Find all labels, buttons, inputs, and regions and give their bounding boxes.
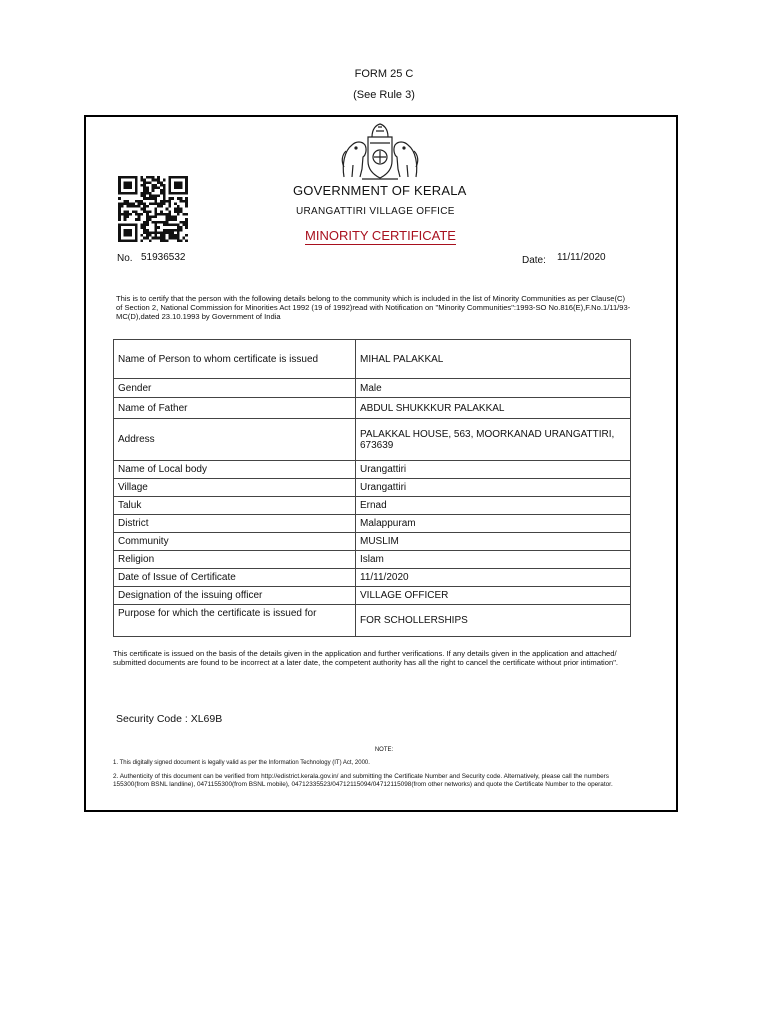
- qr-code-icon: [118, 176, 188, 242]
- detail-label: Name of Father: [114, 398, 356, 419]
- table-row: [114, 587, 631, 605]
- detail-value: VILLAGE OFFICER: [356, 587, 631, 605]
- note-1: 1. This digitally signed document is legally valid as per the Information Technology (IT) Act, 2000.: [113, 760, 370, 766]
- table-row: [114, 533, 631, 551]
- detail-value: MUSLIM: [356, 533, 631, 551]
- date-label: Date:: [522, 255, 546, 266]
- detail-label: Address: [114, 419, 356, 461]
- detail-label: Community: [114, 533, 356, 551]
- certificate-number: 51936532: [141, 252, 186, 263]
- detail-value: ABDUL SHUKKKUR PALAKKAL: [356, 398, 631, 419]
- detail-label: Religion: [114, 551, 356, 569]
- certificate-number-label: No.: [117, 253, 133, 264]
- detail-value: MIHAL PALAKKAL: [356, 340, 631, 379]
- detail-value: Urangattiri: [356, 479, 631, 497]
- intro-paragraph: This is to certify that the person with the following details belong to the community which is included in the list of Minority Communities as per Clause(C) of Section 2, National Commission for Minorities Act 1992 (19 of 1992)read with Notification on "Minority Communities":1993-SO No.816(E),F.No.1/11/93-MC(D),dated 23.10.1993 by Government of India: [116, 294, 631, 321]
- form-title: FORM 25 C: [354, 68, 414, 80]
- detail-value: PALAKKAL HOUSE, 563, MOORKANAD URANGATTIRI, 673639: [356, 419, 631, 461]
- detail-label: Gender: [114, 379, 356, 398]
- detail-value: Malappuram: [356, 515, 631, 533]
- detail-value: 11/11/2020: [356, 569, 631, 587]
- table-row: [114, 569, 631, 587]
- rule-reference: (See Rule 3): [353, 89, 415, 101]
- detail-value: Male: [356, 379, 631, 398]
- detail-label: Designation of the issuing officer: [114, 587, 356, 605]
- certificate-type: MINORITY CERTIFICATE: [305, 228, 456, 243]
- table-row: [114, 515, 631, 533]
- certificate-date: 11/11/2020: [557, 252, 606, 263]
- government-title: GOVERNMENT OF KERALA: [293, 183, 467, 198]
- table-row: [114, 398, 631, 419]
- detail-label: Taluk: [114, 497, 356, 515]
- disclaimer-paragraph: This certificate is issued on the basis of the details given in the application and further verifications. If any details given in the application and attached/ submitted documents are found to be incorrect at a later date, the competent authority has all the right to cancel the certificate without prior intimation".: [113, 649, 618, 667]
- kerala-emblem-icon: [338, 121, 422, 183]
- office-name: URANGATTIRI VILLAGE OFFICE: [296, 206, 455, 217]
- table-row: [114, 379, 631, 398]
- detail-value: Urangattiri: [356, 461, 631, 479]
- detail-label: Name of Person to whom certificate is issued: [114, 340, 356, 379]
- table-row: [114, 551, 631, 569]
- security-code: Security Code : XL69B: [116, 713, 223, 725]
- detail-label: Name of Local body: [114, 461, 356, 479]
- table-row: [114, 497, 631, 515]
- detail-value: Islam: [356, 551, 631, 569]
- note-2: 2. Authenticity of this document can be verified from http://edistrict.kerala.gov.in/ and submitting the Certificate Number and Security code. Alternatively, please call the numbers 155300(from BSNL landline), 0471155300(from BSNL mobile), 04712335523/04712115094/04712115098(from other networks) and quote the Certificate Number to the operator.: [113, 773, 613, 789]
- detail-label: Village: [114, 479, 356, 497]
- table-row: [114, 461, 631, 479]
- table-row: [114, 479, 631, 497]
- detail-value: FOR SCHOLLERSHIPS: [356, 605, 631, 637]
- note-heading: NOTE:: [374, 747, 394, 753]
- detail-label: District: [114, 515, 356, 533]
- details-table: [113, 339, 631, 637]
- detail-label: Date of Issue of Certificate: [114, 569, 356, 587]
- table-row: [114, 340, 631, 379]
- table-row: [114, 605, 631, 637]
- table-row: [114, 419, 631, 461]
- detail-label: Purpose for which the certificate is issued for: [114, 605, 356, 637]
- detail-value: Ernad: [356, 497, 631, 515]
